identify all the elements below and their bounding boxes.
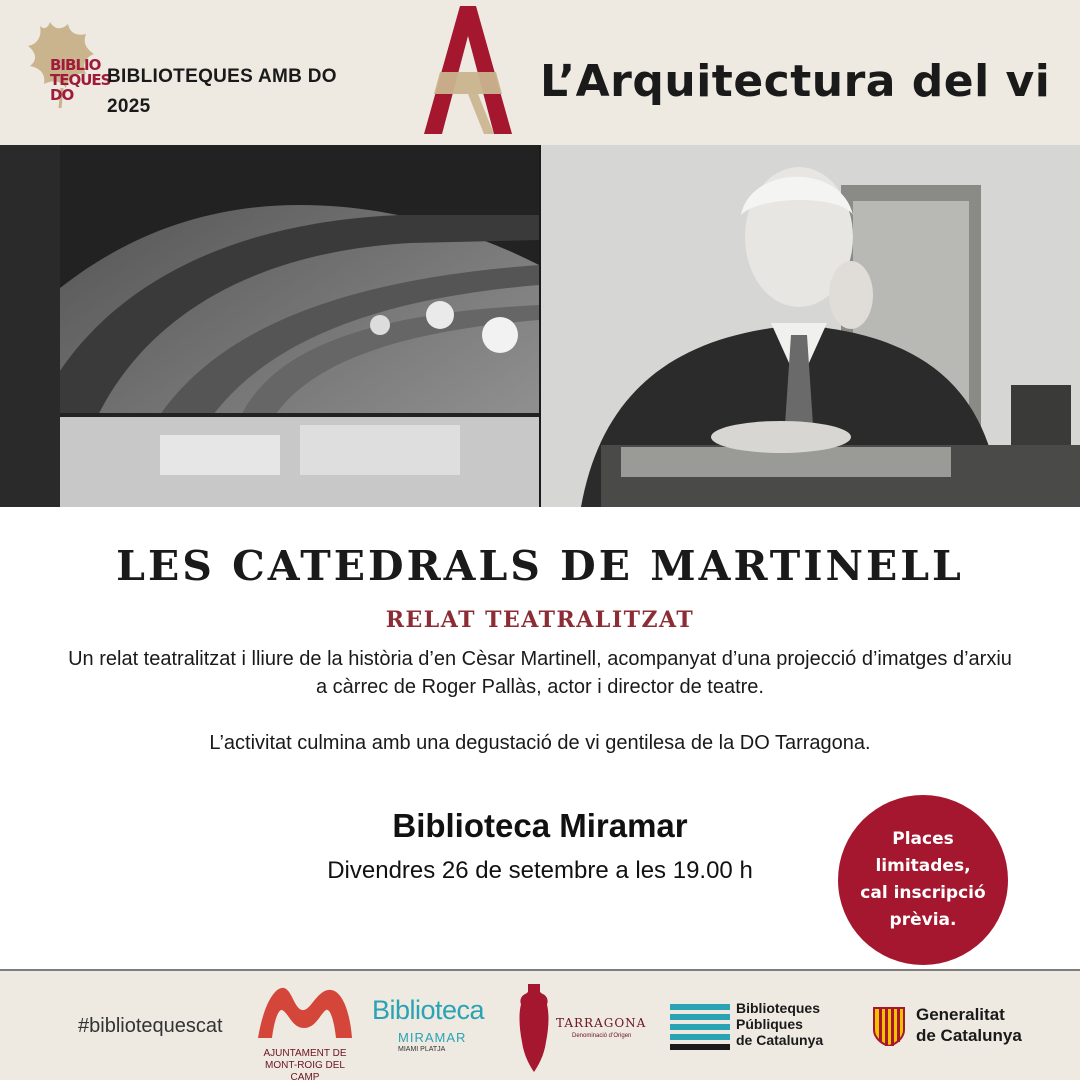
generalitat-line: de Catalunya [916, 1026, 1022, 1045]
generalitat-name [916, 1004, 1056, 1046]
montroig-name: AJUNTAMENT DE MONT-ROIG DEL CAMP [263, 1048, 347, 1080]
venue-name: Biblioteca Miramar [392, 807, 688, 844]
do-subtitle: Denominació d’Origen [572, 1033, 632, 1039]
biblioteques-publiques-logo [670, 1000, 850, 1056]
logo-line: BIBLIO [50, 56, 101, 74]
biblioteca-word: Biblioteca [372, 995, 485, 1025]
big-a-logo-icon [420, 6, 516, 136]
portrait-photo [541, 145, 1080, 507]
generalitat-logo [872, 1004, 1052, 1054]
bpc-line: de Catalunya [736, 1032, 824, 1048]
badge-line: Places [892, 829, 954, 849]
photo-strip [0, 145, 1080, 507]
event-title: LES CATEDRALS DE MARTINELL [116, 542, 964, 590]
badge-line: cal inscripció [860, 883, 986, 903]
amphora-icon [516, 982, 552, 1074]
event-subtitle: RELAT TEATRALITZAT [385, 607, 695, 633]
miramar-word: MIRAMAR [398, 1030, 467, 1045]
badge-line: limitades, [875, 856, 971, 876]
header [0, 0, 1080, 145]
limited-places-badge [838, 795, 1008, 965]
series-year: 2025 [107, 96, 151, 117]
badge-line: prèvia. [889, 910, 957, 930]
event-series-title: L’Arquitectura del vi [540, 56, 1051, 107]
montroig-mark-icon [250, 982, 360, 1044]
bpc-line: Públiques [736, 1016, 803, 1032]
logo-wordmark [50, 56, 111, 104]
badge-text [860, 826, 985, 934]
event-datetime: Divendres 26 de setembre a les 19.00 h [327, 857, 753, 884]
hashtag: #bibliotequescat [78, 1015, 223, 1037]
logo-line: TEQUES [50, 71, 111, 89]
event-description [60, 645, 1020, 757]
logo-line: DO [50, 86, 74, 104]
bpc-line: Biblioteques [736, 1000, 821, 1016]
bpc-stripes-icon [670, 1004, 730, 1050]
do-tarragona-logo [516, 982, 656, 1074]
series-title-line: BIBLIOTEQUES AMB DO [107, 66, 337, 87]
description-paragraph: L’activitat culmina amb una degustació de vi gentilesa de la DO Tarragona. [209, 732, 871, 754]
generalitat-line: Generalitat [916, 1005, 1005, 1024]
cellar-arches-photo [0, 145, 539, 507]
do-name: TARRAGONA [556, 1016, 647, 1030]
biblioteca-miramar-logo [372, 995, 497, 1070]
bpc-name [736, 1000, 856, 1048]
montroig-logo [250, 982, 360, 1080]
series-title [107, 62, 407, 122]
description-paragraph: Un relat teatralitzat i lliure de la història d’en Cèsar Martinell, acompanyat d’una projecció d’imatges d’arxiu a càrrec de Roger Pallàs, actor i director de teatre. [68, 648, 1012, 698]
miami-platja-word: MIAMI PLATJA [398, 1046, 446, 1053]
senyera-shield-icon [872, 1006, 906, 1046]
